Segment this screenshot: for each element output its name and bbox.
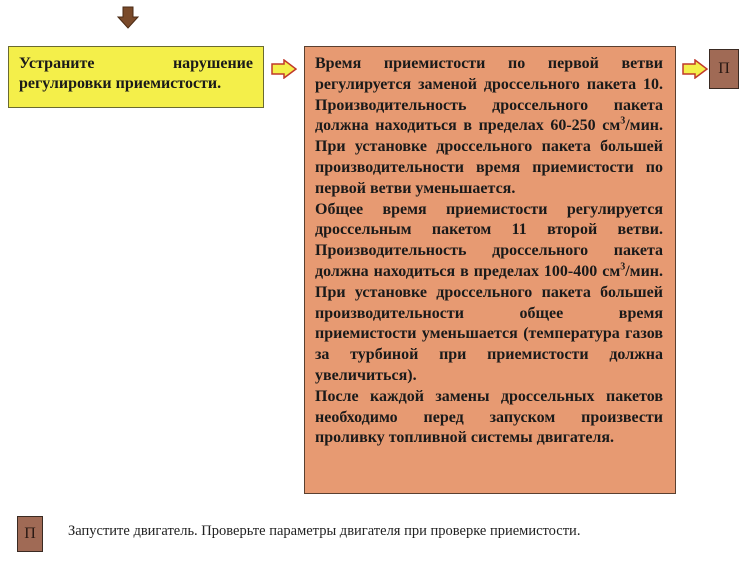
superscript: 3 (620, 116, 626, 128)
detail-paragraph-1 (315, 54, 663, 200)
instruction-text: Устраните нарушение регулировки приемистости. (19, 55, 253, 92)
detail-text: /мин. При установке дроссельного пакета большей производительности время приемистости по первой ветви уменьшается. (315, 117, 663, 197)
detail-paragraph-2 (315, 200, 663, 387)
detail-text: /мин. При установке дроссельного пакета большей производительности общее время приемистости уменьшается (температура газов за турбиной при приемистости должна увеличиться). (315, 262, 663, 384)
p-connector-box[interactable]: П (709, 49, 739, 89)
detail-paragraph-3 (315, 387, 663, 449)
superscript: 3 (620, 261, 626, 273)
right-arrow-icon (682, 59, 708, 79)
detail-text: Общее время приемистости регулируется дроссельным пакетом 11 второй ветви. Производительность дроссельного пакета должна находиться в пределах 100-400 см (315, 200, 663, 280)
legend-text: Запустите двигатель. Проверьте параметры двигателя при проверке приемистости. (68, 523, 581, 539)
p-legend-box: П (17, 516, 43, 552)
down-arrow-icon (116, 6, 140, 30)
detail-text: После каждой замены дроссельных пакетов необходимо перед запуском произвести проливку топливной системы двигателя. (315, 387, 663, 447)
right-arrow-icon (271, 59, 297, 79)
detail-text: Время приемистости по первой ветви регулируется заменой дроссельного пакета 10. Производительность дроссельного пакета должна находиться в пределах 60-250 см (315, 55, 663, 135)
detail-box (304, 46, 676, 494)
instruction-box (8, 46, 264, 108)
